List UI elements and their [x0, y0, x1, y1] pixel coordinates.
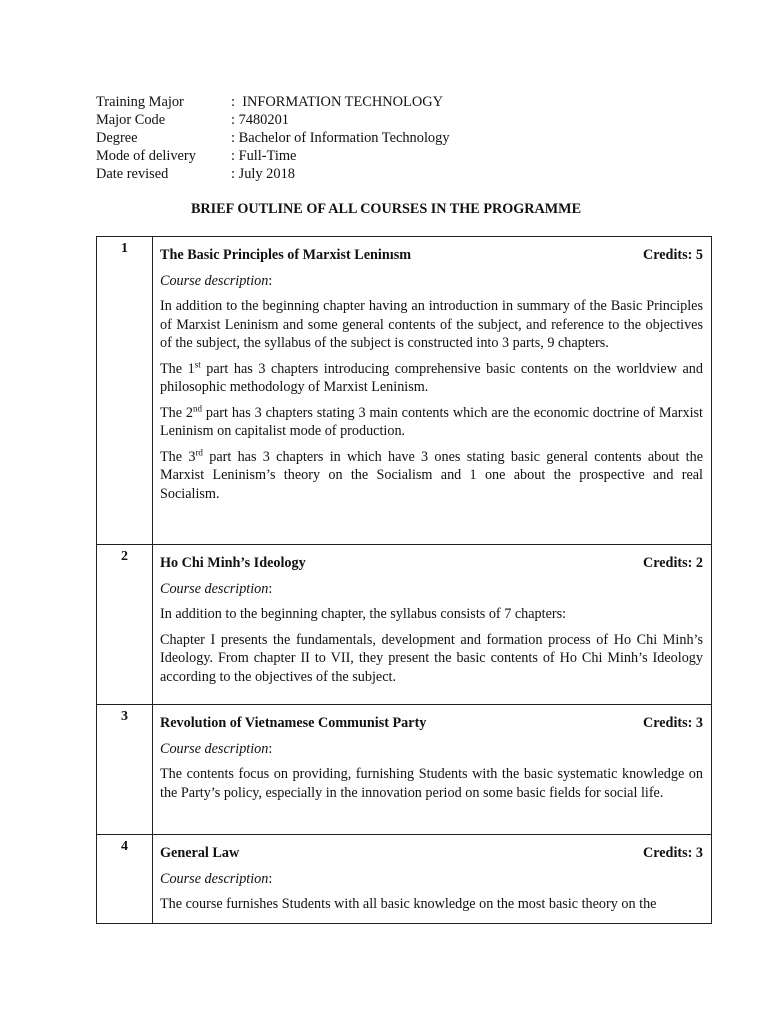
course-credits: Credits: 3 — [642, 715, 703, 731]
course-title: Revolution of Vietnamese Communist Party — [160, 715, 427, 731]
programme-info — [96, 93, 450, 183]
document-heading: BRIEF OUTLINE OF ALL COURSES IN THE PROGRAMME — [190, 201, 582, 217]
course-body — [153, 545, 712, 705]
meta-value: : July 2018 — [231, 166, 295, 182]
course-body — [153, 705, 712, 835]
course-table — [96, 236, 712, 924]
course-number: 4 — [97, 835, 153, 924]
meta-label: Degree — [96, 130, 138, 146]
course-row — [97, 705, 712, 835]
meta-row-date-revised — [96, 165, 450, 183]
course-row — [97, 237, 712, 545]
meta-value: : 7480201 — [231, 112, 289, 128]
meta-row-training-major — [96, 93, 450, 111]
meta-row-major-code — [96, 111, 450, 129]
course-credits: Credits: 3 — [642, 845, 703, 861]
meta-value: : INFORMATION TECHNOLOGY — [231, 94, 443, 110]
meta-row-degree — [96, 129, 450, 147]
course-title-row — [160, 554, 703, 573]
course-number: 2 — [97, 545, 153, 705]
course-title: General Law — [160, 845, 240, 861]
course-description-label: Course description: — [160, 740, 273, 757]
course-paragraph: The contents focus on providing, furnishing Students with the basic systematic knowledge on the Party’s policy, especially in the innovation period on some basic fields for social life. — [160, 766, 703, 801]
meta-value: : Full-Time — [231, 148, 297, 164]
course-body — [153, 835, 712, 924]
meta-label: Training Major — [96, 94, 184, 110]
course-paragraph: In addition to the beginning chapter having an introduction in summary of the Basic Principles of Marxist Leninism and some general contents of the subject, and reference to the objectives of the subject, the syllabus of the subject is constructed into 3 parts, 9 chapters. — [160, 298, 703, 351]
course-paragraph: The course furnishes Students with all basic knowledge on the most basic theory on the — [160, 896, 657, 912]
course-row — [97, 835, 712, 924]
course-paragraph: The 3rd part has 3 chapters in which have 3 ones stating basic general contents about the Marxist Leninism’s theory on the Socialism and 1 one about the prospective and real Socialism. — [160, 446, 703, 502]
course-number: 3 — [97, 705, 153, 835]
course-paragraph: Chapter I presents the fundamentals, development and formation process of Ho Chi Minh’s Ideology. From chapter II to VII, they present the basic contents of Ho Chi Minh’s Ideology according to the objectives of the subject. — [160, 631, 703, 685]
course-description-label: Course description: — [160, 580, 273, 597]
course-title-row — [160, 246, 703, 265]
course-title-row — [160, 714, 703, 733]
meta-value: : Bachelor of Information Technology — [231, 130, 450, 146]
course-row — [97, 545, 712, 705]
meta-row-mode-of-delivery — [96, 147, 450, 165]
course-number: 1 — [97, 237, 153, 545]
course-credits: Credits: 5 — [642, 247, 703, 263]
course-paragraph: The 1st part has 3 chapters introducing comprehensive basic contents on the worldview and philosophic methodology of Marxist Leninism. — [160, 358, 703, 395]
course-credits: Credits: 2 — [642, 555, 703, 571]
meta-label: Date revised — [96, 166, 169, 182]
meta-label: Major Code — [96, 112, 166, 128]
course-paragraph: The 2nd part has 3 chapters stating 3 main contents which are the economic doctrine of Marxist Leninism on capitalist mode of production. — [160, 402, 703, 439]
course-description-label: Course description: — [160, 870, 273, 887]
course-paragraph: In addition to the beginning chapter, the syllabus consists of 7 chapters: — [160, 606, 567, 622]
course-body — [153, 237, 712, 545]
course-title: Ho Chi Minh’s Ideology — [160, 555, 306, 571]
meta-label: Mode of delivery — [96, 148, 196, 164]
course-description-label: Course description: — [160, 272, 273, 289]
course-title-row — [160, 844, 703, 863]
course-title: The Basic Principles of Marxist Leninısm — [160, 247, 412, 263]
